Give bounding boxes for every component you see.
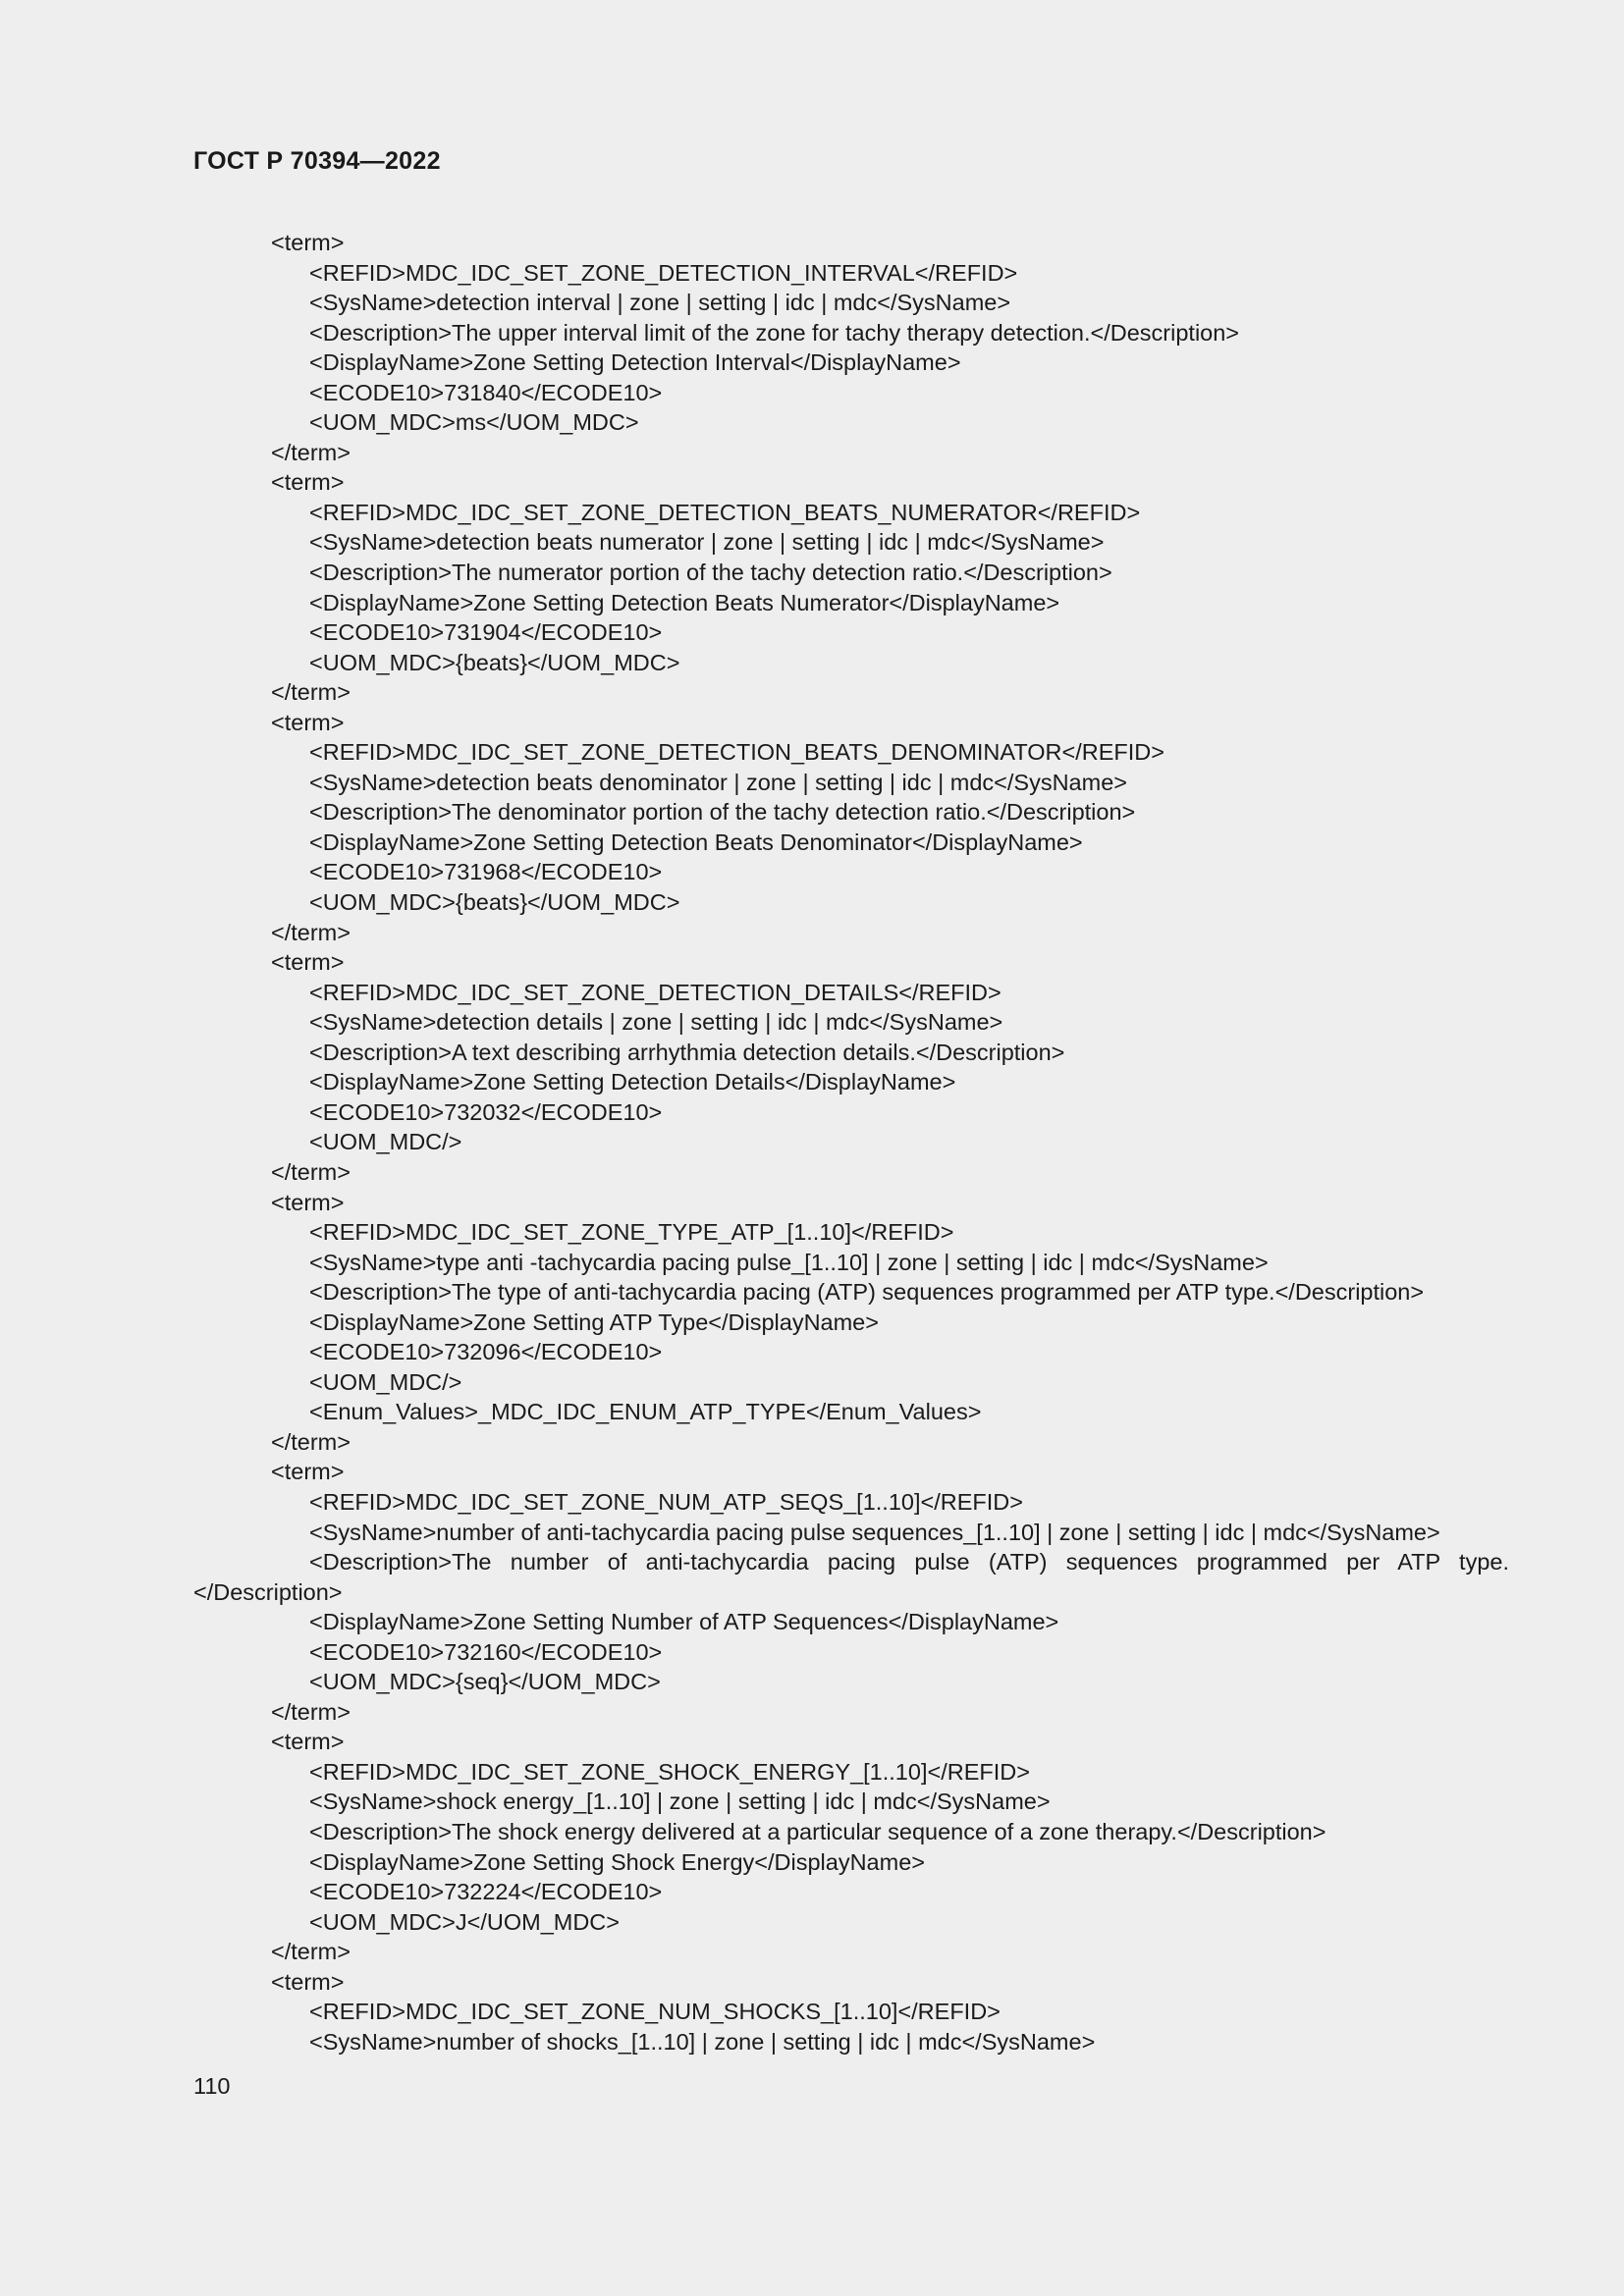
listing-line: <Description>The denominator portion of the tachy detection ratio.</Description> [309,799,1136,826]
listing-line: <ECODE10>732224</ECODE10> [309,1879,663,1905]
listing-line: <SysName>type anti -tachycardia pacing pulse_[1..10] | zone | setting | idc | mdc</SysName> [309,1249,1269,1275]
listing-line: <ECODE10>731968</ECODE10> [309,859,663,885]
listing-line: <term> [271,1459,345,1485]
listing-line: <DisplayName>Zone Setting Detection Beats Denominator</DisplayName> [309,828,1083,855]
listing-line: <DisplayName>Zone Setting Detection Beats Numerator</DisplayName> [309,589,1060,615]
listing-line: <Description>The type of anti-tachycardia pacing (ATP) sequences programmed per ATP type.</Description> [309,1279,1425,1306]
listing-line: <REFID>MDC_IDC_SET_ZONE_DETECTION_BEATS_DENOMINATOR</REFID> [309,739,1164,766]
listing-line: <UOM_MDC>ms</UOM_MDC> [309,409,639,436]
listing-line: <ECODE10>732096</ECODE10> [309,1339,663,1365]
listing-line: <term> [271,1189,345,1215]
listing-line: <Description>The numerator portion of the tachy detection ratio.</Description> [309,560,1112,586]
listing-line: <Description>A text describing arrhythmia detection details.</Description> [309,1039,1065,1065]
listing-line: <SysName>shock energy_[1..10] | zone | setting | idc | mdc</SysName> [309,1789,1051,1815]
listing-line: <UOM_MDC/> [309,1368,462,1395]
listing-line: <term> [271,1968,345,1995]
listing-line: <term> [271,709,345,735]
listing-line: <UOM_MDC>J</UOM_MDC> [309,1908,620,1935]
listing-line: </term> [271,1698,351,1725]
listing-line: <UOM_MDC>{seq}</UOM_MDC> [309,1669,661,1695]
listing-line: <SysName>detection beats denominator | zone | setting | idc | mdc</SysName> [309,769,1127,795]
listing-line: <DisplayName>Zone Setting Detection Details</DisplayName> [309,1069,956,1095]
listing-line: </term> [271,919,351,945]
listing-line: <DisplayName>Zone Setting ATP Type</DisplayName> [309,1308,879,1335]
listing-line: <ECODE10>731904</ECODE10> [309,619,663,646]
listing-line: <ECODE10>732032</ECODE10> [309,1098,663,1125]
listing-line: <SysName>detection details | zone | setting | idc | mdc</SysName> [309,1009,1003,1036]
page-number: 110 [193,2073,231,2099]
listing-line: </term> [271,1428,351,1455]
listing-line: <REFID>MDC_IDC_SET_ZONE_DETECTION_INTERVAL</REFID> [309,259,1018,286]
xml-listing [193,228,1509,2056]
listing-line: <Description>The upper interval limit of the zone for tachy therapy detection.</Description> [309,319,1240,346]
listing-line: <UOM_MDC>{beats}</UOM_MDC> [309,889,680,916]
listing-line: <UOM_MDC>{beats}</UOM_MDC> [309,649,680,675]
listing-line: <SysName>detection beats numerator | zone | setting | idc | mdc</SysName> [309,529,1105,556]
listing-line: <REFID>MDC_IDC_SET_ZONE_SHOCK_ENERGY_[1..10]</REFID> [309,1758,1030,1785]
listing-line: </term> [271,679,351,706]
listing-line: <REFID>MDC_IDC_SET_ZONE_DETECTION_BEATS_NUMERATOR</REFID> [309,499,1141,525]
listing-line: <SysName>detection interval | zone | setting | idc | mdc</SysName> [309,290,1011,316]
listing-line: <ECODE10>731840</ECODE10> [309,379,663,405]
listing-line: <UOM_MDC/> [309,1129,462,1155]
listing-line: <REFID>MDC_IDC_SET_ZONE_DETECTION_DETAILS</REFID> [309,979,1001,1005]
listing-line: <Description>The shock energy delivered at a particular sequence of a zone therapy.</Description> [309,1818,1326,1844]
listing-line: </term> [271,1158,351,1185]
listing-line: </term> [271,1939,351,1965]
listing-line: <term> [271,949,345,976]
document-header: ГОСТ Р 70394—2022 [193,147,441,175]
listing-line: <DisplayName>Zone Setting Detection Interval</DisplayName> [309,349,961,376]
listing-line: <DisplayName>Zone Setting Number of ATP Sequences</DisplayName> [309,1609,1059,1635]
listing-line: <ECODE10>732160</ECODE10> [309,1638,663,1665]
listing-line: <Enum_Values>_MDC_IDC_ENUM_ATP_TYPE</Enum_Values> [309,1399,982,1425]
listing-line: <term> [271,469,345,496]
listing-line: <Description>The number of anti-tachycardia pacing pulse (ATP) sequences programmed per ATP type.</Description> [193,1549,1509,1605]
listing-line: <REFID>MDC_IDC_SET_ZONE_TYPE_ATP_[1..10]</REFID> [309,1219,954,1246]
listing-line: </term> [271,439,351,465]
listing-line: <SysName>number of anti-tachycardia pacing pulse sequences_[1..10] | zone | setting | idc | mdc</SysName> [309,1519,1440,1545]
listing-line: <DisplayName>Zone Setting Shock Energy</DisplayName> [309,1848,925,1875]
listing-line: <REFID>MDC_IDC_SET_ZONE_NUM_SHOCKS_[1..10]</REFID> [309,1999,1001,2025]
listing-line: <term> [271,230,345,255]
listing-line: <REFID>MDC_IDC_SET_ZONE_NUM_ATP_SEQS_[1..10]</REFID> [309,1488,1023,1515]
listing-line: <SysName>number of shocks_[1..10] | zone | setting | idc | mdc</SysName> [309,2028,1096,2055]
listing-line: <term> [271,1729,345,1755]
